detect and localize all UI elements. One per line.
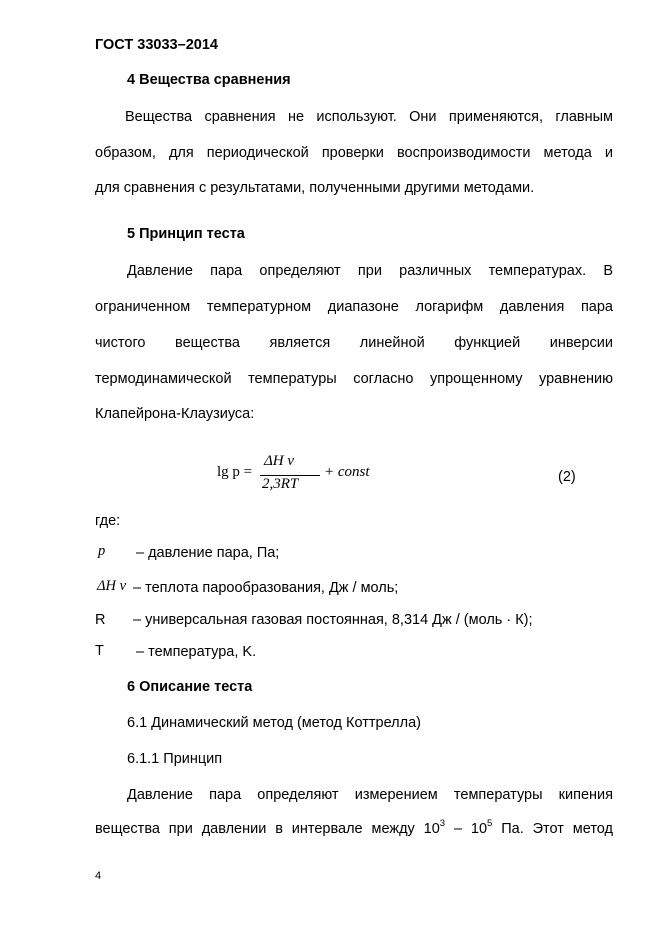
section-5-line-5: Клапейрона-Клаузиуса:: [95, 406, 255, 422]
equation-numerator: ΔH v: [264, 453, 295, 469]
legend-symbol-t: T: [95, 643, 104, 659]
section-5-line-2: ограниченном температурном диапазоне логарифм давления пара: [95, 299, 613, 315]
page-number: 4: [95, 870, 102, 882]
legend-text-p: – давление пара, Па;: [136, 545, 280, 561]
equation-number: (2): [558, 469, 576, 485]
section-4-line-2: образом, для периодической проверки воспроизводимости метода и: [95, 145, 613, 161]
section-4-line-3: для сравнения с результатами, полученными другими методами.: [95, 180, 535, 196]
line-2-after: Па. Этот метод: [492, 821, 614, 837]
legend-text-r: – универсальная газовая постоянная, 8,314 Дж / (моль · К);: [133, 612, 533, 628]
legend-symbol-p: p: [98, 543, 106, 559]
section-5-heading: 5 Принцип теста: [127, 226, 245, 242]
legend-intro: где:: [95, 513, 121, 529]
exponent-3: 3: [439, 818, 446, 830]
clausius-clapeyron-equation: [217, 453, 377, 497]
section-5-line-4: термодинамической температуры согласно упрощенному уравнению: [95, 371, 613, 387]
equation-constant: + const: [324, 464, 370, 480]
legend-symbol-r: R: [95, 612, 106, 628]
legend-text-t: – температура, K.: [136, 644, 257, 660]
section-6-heading: 6 Описание теста: [127, 679, 253, 695]
section-6-1-1-heading: 6.1.1 Принцип: [127, 751, 223, 767]
section-5-line-1: Давление пара определяют при различных температурах. В: [127, 263, 613, 279]
section-5-line-3: чистого вещества является линейной функцией инверсии: [95, 335, 613, 351]
section-4-heading: 4 Вещества сравнения: [127, 72, 291, 88]
equation-lhs: lg p =: [217, 464, 253, 480]
section-6-1-heading: 6.1 Динамический метод (метод Коттрелла): [127, 715, 421, 731]
line-2-dash: – 10: [445, 821, 488, 837]
section-6-line-2: [95, 818, 614, 843]
document-code: ГОСТ 33033–2014: [95, 37, 218, 53]
line-2-before: вещества при давлении в интервале между 10: [95, 821, 440, 837]
exponent-5: 5: [487, 818, 493, 830]
section-6-line-1: Давление пара определяют измерением температуры кипения: [127, 787, 613, 803]
legend-text-dh: – теплота парообразования, Дж / моль;: [133, 580, 399, 596]
equation-denominator: 2,3RT: [262, 476, 299, 492]
legend-symbol-dh: ΔH v: [97, 578, 127, 594]
section-4-line-1: Вещества сравнения не используют. Они применяются, главным: [125, 109, 613, 125]
